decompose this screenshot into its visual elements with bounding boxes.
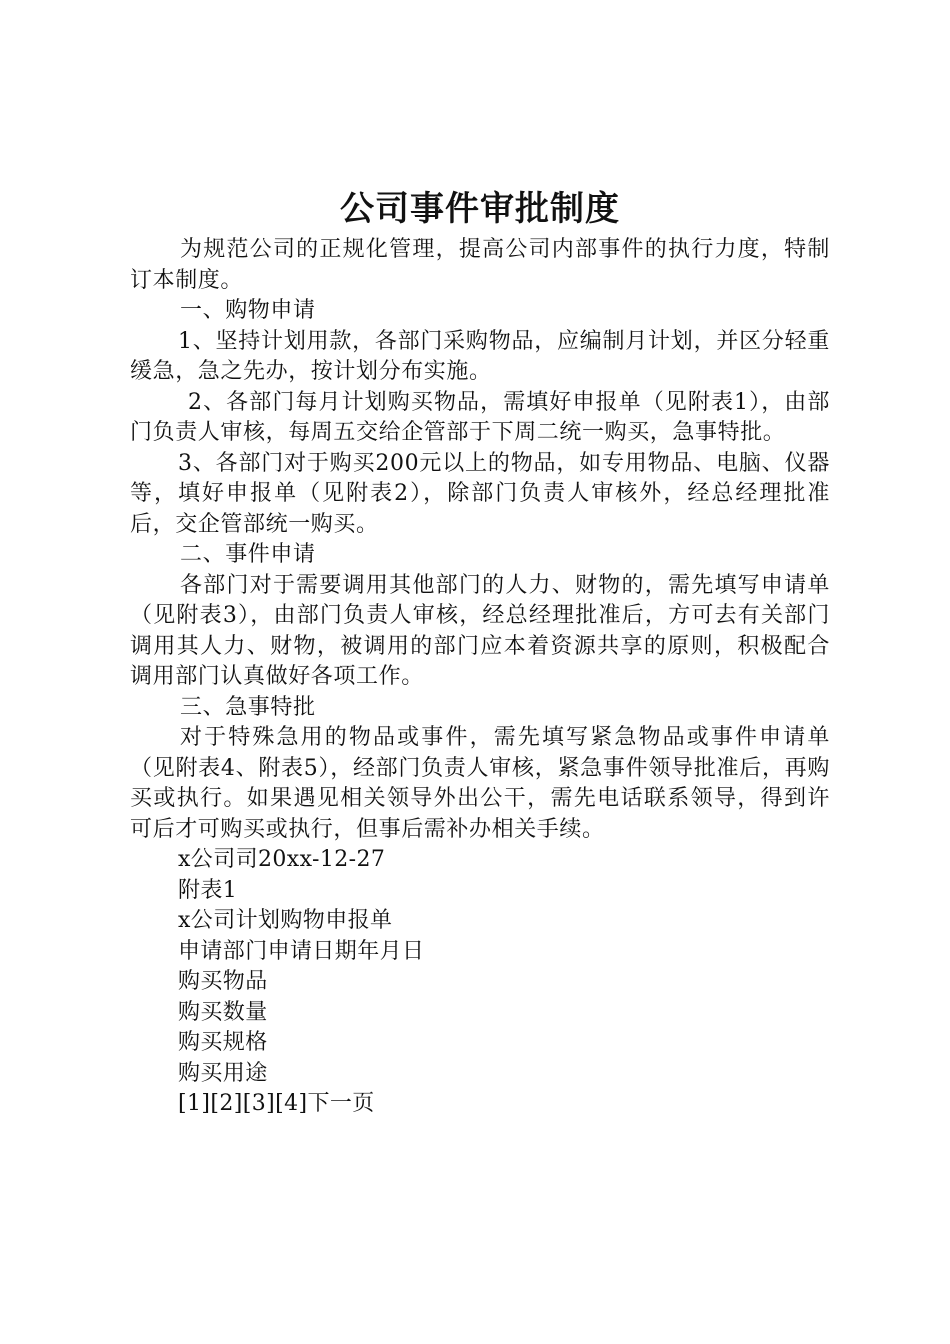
appendix-label: 附表1 (178, 877, 238, 903)
appendix-row-header: 申请部门申请日期年月日 (178, 938, 425, 964)
page-link-1[interactable]: [1] (178, 1091, 211, 1116)
document-title: 公司事件审批制度 (340, 189, 620, 229)
appendix-field: 购买数量 (178, 999, 268, 1025)
page-link-4[interactable]: [4] (275, 1091, 308, 1116)
purchase-item-2: 2、各部门每月计划购买物品，需填好申报单（见附表1），由部门负责人审核，每周五交给企管部于下周二统一购买，急事特批。 (130, 389, 830, 445)
page-link-2[interactable]: [2] (210, 1091, 243, 1116)
document-page (130, 183, 830, 1120)
urgent-paragraph: 对于特殊急用的物品或事件，需先填写紧急物品或事件申请单（见附表4、附表5），经部门负责人审核，紧急事件领导批准后，再购买或执行。如果遇见相关领导外出公干，需先电话联系领导，得到许可后才可购买或执行，但事后需补办相关手续。 (130, 725, 830, 842)
appendix-field: 购买规格 (178, 1030, 268, 1055)
pagination (130, 1089, 830, 1120)
purchase-item-1: 1、坚持计划用款，各部门采购物品，应编制月计划，并区分轻重缓急，急之先办，按计划分布实施。 (130, 328, 830, 384)
purchase-item-3: 3、各部门对于购买200元以上的物品，如专用物品、电脑、仪器等，填好申报单（见附表2），除部门负责人审核外，经总经理批准后，交企管部统一购买。 (130, 450, 830, 537)
intro-paragraph: 为规范公司的正规化管理，提高公司内部事件的执行力度，特制订本制度。 (130, 237, 830, 293)
appendix-form-title: x公司计划购物申报单 (178, 908, 393, 933)
section-heading-purchase: 一、购物申请 (180, 298, 316, 323)
section-heading-event: 二、事件申请 (180, 542, 316, 567)
signature-line: x公司司20xx-12-27 (178, 847, 386, 872)
appendix-field: 购买物品 (178, 969, 268, 994)
appendix-field: 购买用途 (178, 1060, 268, 1086)
page-link-3[interactable]: [3] (242, 1091, 276, 1116)
event-paragraph: 各部门对于需要调用其他部门的人力、财物的，需先填写申请单（见附表3），由部门负责人审核，经总经理批准后，方可去有关部门调用其人力、财物，被调用的部门应本着资源共享的原则，积极配合调用部门认真做好各项工作。 (130, 572, 830, 689)
section-heading-urgent: 三、急事特批 (180, 694, 316, 720)
next-page-link[interactable]: 下一页 (307, 1091, 375, 1116)
